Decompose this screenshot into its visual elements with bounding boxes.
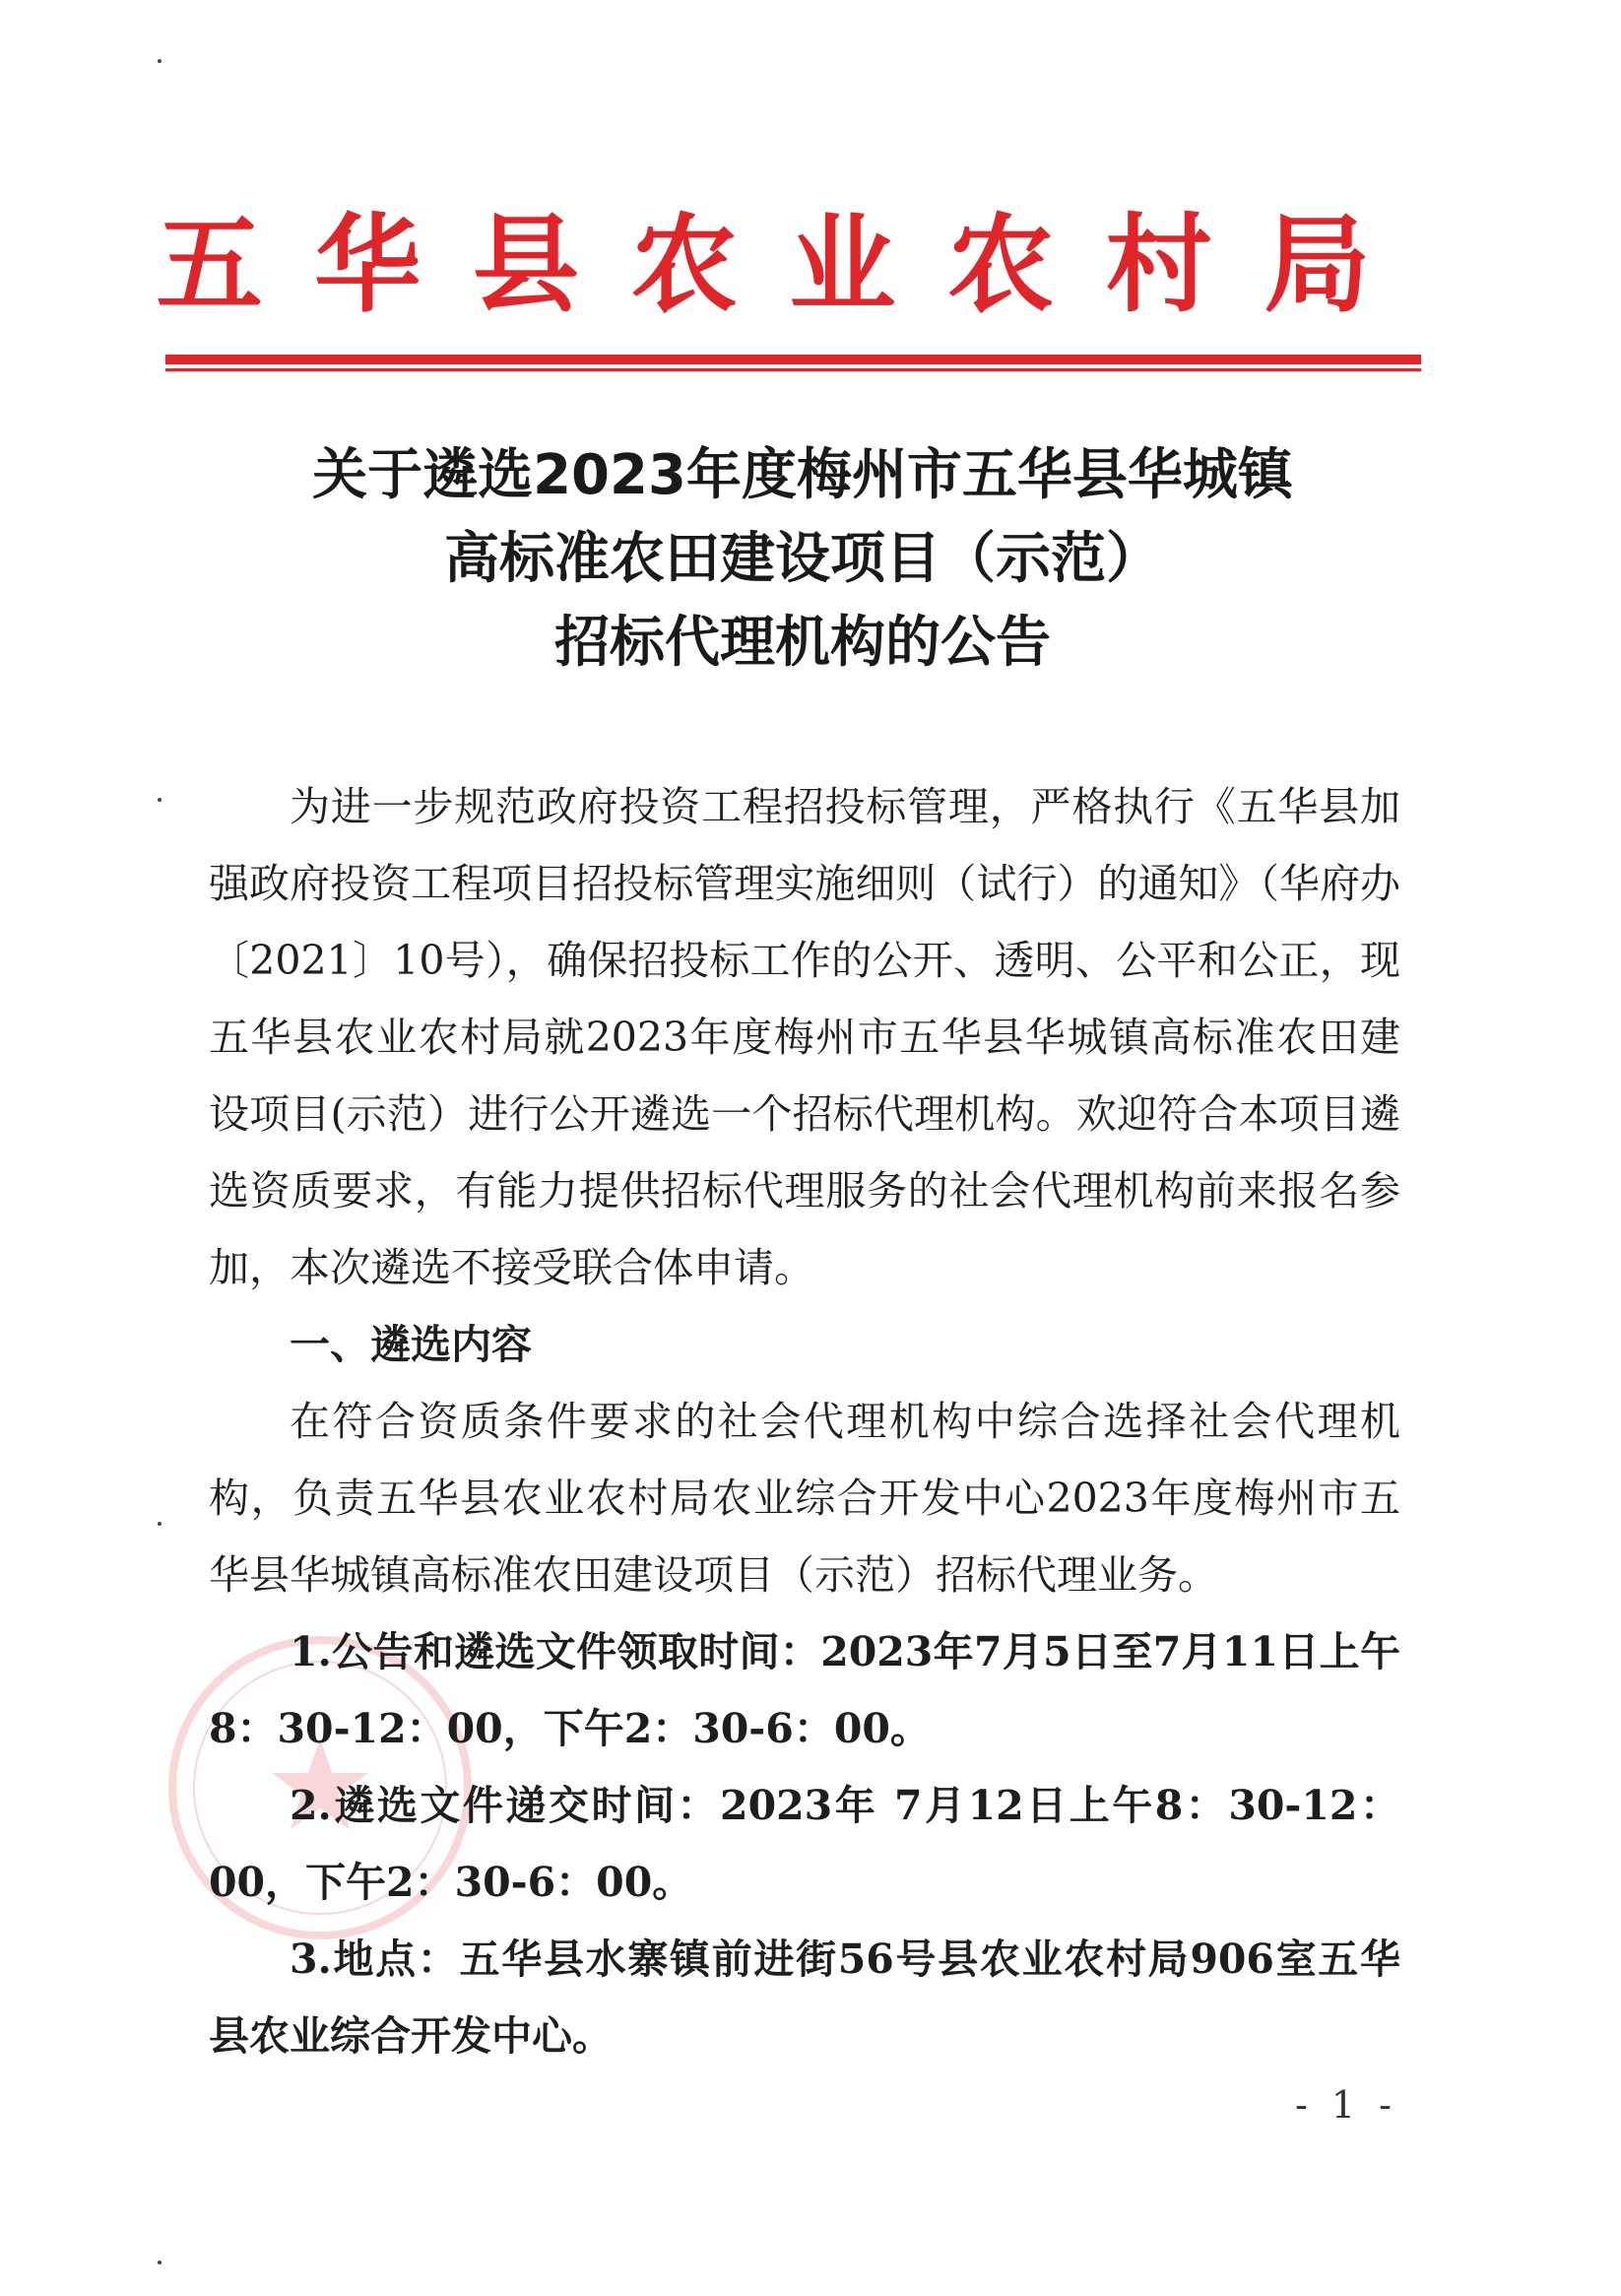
masthead-char: 业 — [789, 204, 896, 327]
document-title — [167, 433, 1438, 685]
title-line-1: 关于遴选2023年度梅州市五华县华城镇 — [312, 443, 1293, 507]
scan-artifact-dot — [158, 2261, 162, 2264]
list-item: 1.公告和遴选文件领取时间：2023年7月5日至7月11日上午8：30-12：00，下午2：30-6：00。 — [209, 1628, 1400, 1752]
masthead-char: 县 — [472, 204, 579, 327]
list-item: 2.遴选文件递交时间：2023年 7月12日上午8：30-12：00，下午2：30-6：00。 — [209, 1782, 1400, 1906]
masthead-red-rule — [165, 355, 1421, 364]
masthead-agency-name — [148, 202, 1379, 330]
masthead-char: 农 — [947, 204, 1055, 327]
masthead-red-rule-thin — [165, 368, 1421, 371]
page-number: - 1 - — [1295, 2083, 1398, 2127]
masthead-char: 五 — [156, 204, 263, 327]
masthead-char: 农 — [630, 204, 738, 327]
masthead-char: 华 — [314, 204, 421, 327]
section-paragraph: 在符合资质条件要求的社会代理机构中综合选择社会代理机构，负责五华县农业农村局农业综合开发中心2023年度梅州市五华县华城镇高标准农田建设项目（示范）招标代理业务。 — [209, 1398, 1400, 1599]
masthead-char: 村 — [1105, 204, 1212, 327]
intro-paragraph: 为进一步规范政府投资工程招投标管理，严格执行《五华县加强政府投资工程项目招投标管理实施细则（试行）的通知》（华府办〔2021〕10号），确保招投标工作的公开、透明、公平和公正，现五华县农业农村局就2023年度梅州市五华县华城镇高标准农田建设项目(示范）进行公开遴选一个招标代理机构。欢迎符合本项目遴选资质要求，有能力提供招标代理服务的社会代理机构前来报名参加，本次遴选不接受联合体申请。 — [209, 783, 1400, 1291]
scan-artifact-dot — [158, 59, 162, 63]
masthead-char: 局 — [1264, 204, 1371, 327]
title-line-2: 高标准农田建设项目（示范） — [444, 527, 1161, 591]
section-heading: 一、遴选内容 — [290, 1321, 532, 1368]
scan-artifact-dot — [158, 1522, 162, 1526]
title-line-3: 招标代理机构的公告 — [554, 611, 1051, 675]
scan-artifact-dot — [158, 798, 162, 802]
list-item: 3.地点：五华县水寨镇前进街56号县农业农村局906室五华县农业综合开发中心。 — [209, 1935, 1400, 2060]
document-body — [209, 768, 1400, 2074]
